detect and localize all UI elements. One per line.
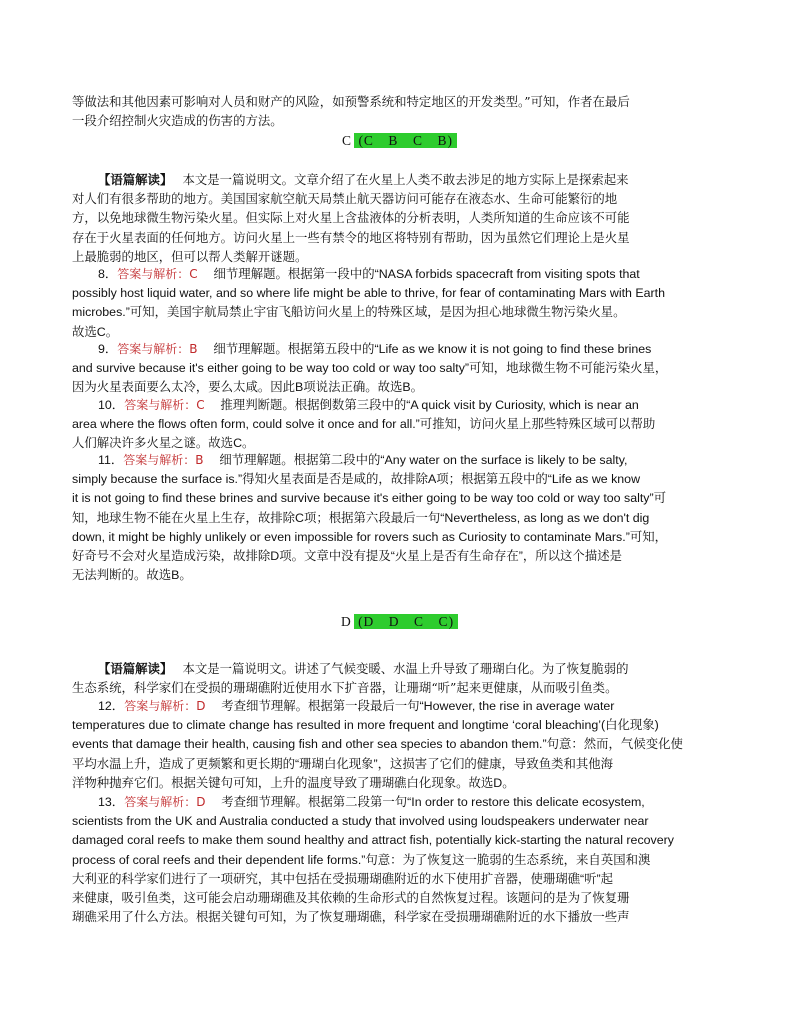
question-number: 10． <box>98 398 125 412</box>
explanation-line: 洋物种抛弃它们。根据关键句可知，上升的温度导致了珊瑚礁白化现象。故选D。 <box>72 775 515 790</box>
reading-line: 对人们有很多帮助的地方。美国国家航空航天局禁止航天器访问可能存在液态水、生命可能繁衍的地 <box>72 191 618 207</box>
explanation-line: 平均水温上升，造成了更频繁和更长期的“珊瑚白化现象”，这损害了它们的健康，导致鱼类和其他海 <box>72 756 614 771</box>
explanation-line: 细节理解题。根据第一段中的“NASA forbids spacecraft from visiting spots that <box>213 267 640 281</box>
explanation-line: 因为火星表面要么太冷，要么太咸。因此B项说法正确。故选B。 <box>72 380 424 395</box>
explanation-line: possibly host liquid water, and so where life might be able to thrive, for fear of contaminating Mars with Earth <box>72 286 665 301</box>
answer-label: 答案与解析：D <box>124 795 206 809</box>
explanation-line: scientists from the UK and Australia conducted a study that involved using loudspeakers underwater near <box>72 814 649 829</box>
answer-label: 答案与解析：C <box>117 267 198 281</box>
question-13 <box>72 793 727 927</box>
explanation-line: and survive because it's either going to be way too cold or way too salty”可知，地球微生物不可能污染火星， <box>72 361 668 376</box>
explanation-line: it is not going to find these brines and survive because it's either going to be way too cold or way too salty”可 <box>72 491 667 506</box>
explanation-line: 故选C。 <box>72 324 119 339</box>
answer-key-highlight: (D D C C) <box>354 614 458 629</box>
question-8 <box>72 265 727 342</box>
explanation-line: 推理判断题。根据倒数第三段中的“A quick visit by Curiosity, which is near an <box>220 398 639 412</box>
section-c-header <box>72 131 727 151</box>
answer-label: 答案与解析：C <box>124 398 205 412</box>
section-letter: C <box>342 133 352 148</box>
reading-line: 存在于火星表面的任何地方。访问火星上一些有禁令的地区将特别有帮助，因为虽然它们理论上是火星 <box>72 229 630 245</box>
explanation-line: temperatures due to climate change has resulted in more frequent and longtime ‘coral bleaching’(白化现象) <box>72 718 659 733</box>
explanation-line: process of coral reefs and their dependent life forms.”句意：为了恢复这一脆弱的生态系统，来自英国和澳 <box>72 852 651 867</box>
explanation-line: 瑚礁采用了什么方法。根据关键句可知，为了恢复珊瑚礁，科学家在受损珊瑚礁附近的水下播放一些声 <box>72 910 630 925</box>
reading-line: 方，以免地球微生物污染火星。但实际上对火星上含盐液体的分析表明，人类所知道的生命应该不可能 <box>72 210 630 226</box>
explanation-line: 来健康，吸引鱼类，这可能会启动珊瑚礁及其依赖的生命形式的自然恢复过程。该题问的是为了恢复珊 <box>72 891 630 906</box>
question-number: 11． <box>98 453 124 467</box>
question-12 <box>72 697 727 793</box>
intro-line: 等做法和其他因素可影响对人员和财产的风险，如预警系统和特定地区的开发类型。”可知，作者在最后 <box>72 94 630 109</box>
intro-line: 一段介绍控制火灾造成的伤害的方法。 <box>72 113 283 129</box>
explanation-line: 无法判断的。故选B。 <box>72 568 192 583</box>
explanation-line: 人们解决许多火星之谜。故选C。 <box>72 436 255 451</box>
question-number: 12． <box>98 699 125 713</box>
explanation-line: 细节理解题。根据第五段中的“Life as we know it is not going to find these brines <box>213 342 652 356</box>
question-10 <box>72 396 727 454</box>
reading-label: 【语篇解读】 <box>98 172 167 187</box>
reading-line: 生态系统，科学家们在受损的珊瑚礁附近使用水下扩音器，让珊瑚“听”起来更健康，从而吸引鱼类。 <box>72 680 618 696</box>
explanation-line: area where the flows often form, could solve it once and for all.”可推知，访问火星上那些特殊区域可以帮助 <box>72 417 656 432</box>
reading-line: 上最脆弱的地区，但可以帮人类解开谜题。 <box>72 248 308 264</box>
reading-line: 本文是一篇说明文。讲述了气候变暖、水温上升导致了珊瑚白化。为了恢复脆弱的 <box>182 661 629 676</box>
explanation-line: simply because the surface is.”得知火星表面是否是咸的，故排除A项；根据第五段中的“Life as we know <box>72 472 641 487</box>
reading-label: 【语篇解读】 <box>98 661 167 676</box>
explanation-line: events that damage their health, causing fish and other sea species to abandon them.”句意：然而，气候变化使 <box>72 737 683 752</box>
question-9 <box>72 340 727 398</box>
explanation-line: 考查细节理解。根据第二段第一句“In order to restore this delicate ecosystem, <box>221 795 645 809</box>
explanation-line: damaged coral reefs to make them sound healthy and attract fish, potentially kick-starting the natural recovery <box>72 833 674 848</box>
explanation-line: 知，地球生物不能在火星上生存，故排除C项；根据第六段最后一句“Nevertheless, as long as we don't dig <box>72 510 650 525</box>
explanation-line: down, it might be highly unlikely or even impossible for rovers such as Curiosity to contaminate Mars.”可知， <box>72 529 667 544</box>
section-letter: D <box>340 614 351 629</box>
question-11 <box>72 451 727 585</box>
answer-label: 答案与解析：D <box>124 699 206 713</box>
question-number: 8． <box>98 267 118 281</box>
explanation-line: 细节理解题。根据第二段中的“Any water on the surface is likely to be salty, <box>219 453 628 467</box>
section-d-header <box>72 612 727 632</box>
answer-label: 答案与解析：B <box>123 453 204 467</box>
explanation-line: microbes.”可知，美国宇航局禁止宇宙飞船访问火星上的特殊区域，是因为担心地球微生物污染火星。 <box>72 305 626 320</box>
question-number: 13． <box>98 795 125 809</box>
explanation-line: 考查细节理解。根据第一段最后一句“However, the rise in average water <box>221 699 615 713</box>
question-number: 9． <box>98 342 118 356</box>
reading-line: 本文是一篇说明文。文章介绍了在火星上人类不敢去涉足的地方实际上是探索起来 <box>182 172 629 187</box>
answer-key-highlight: (C B C B) <box>354 133 457 148</box>
answer-label: 答案与解析：B <box>117 342 198 356</box>
intro-paragraph <box>72 92 727 130</box>
section-c-reading <box>72 170 727 266</box>
section-d-reading <box>72 659 727 697</box>
explanation-line: 大利亚的科学家们进行了一项研究，其中包括在受损珊瑚礁附近的水下使用扩音器，使珊瑚礁“听”起 <box>72 871 614 886</box>
explanation-line: 好奇号不会对火星造成污染，故排除D项。文章中没有提及“火星上是否有生命存在”，所以这个描述是 <box>72 549 622 564</box>
